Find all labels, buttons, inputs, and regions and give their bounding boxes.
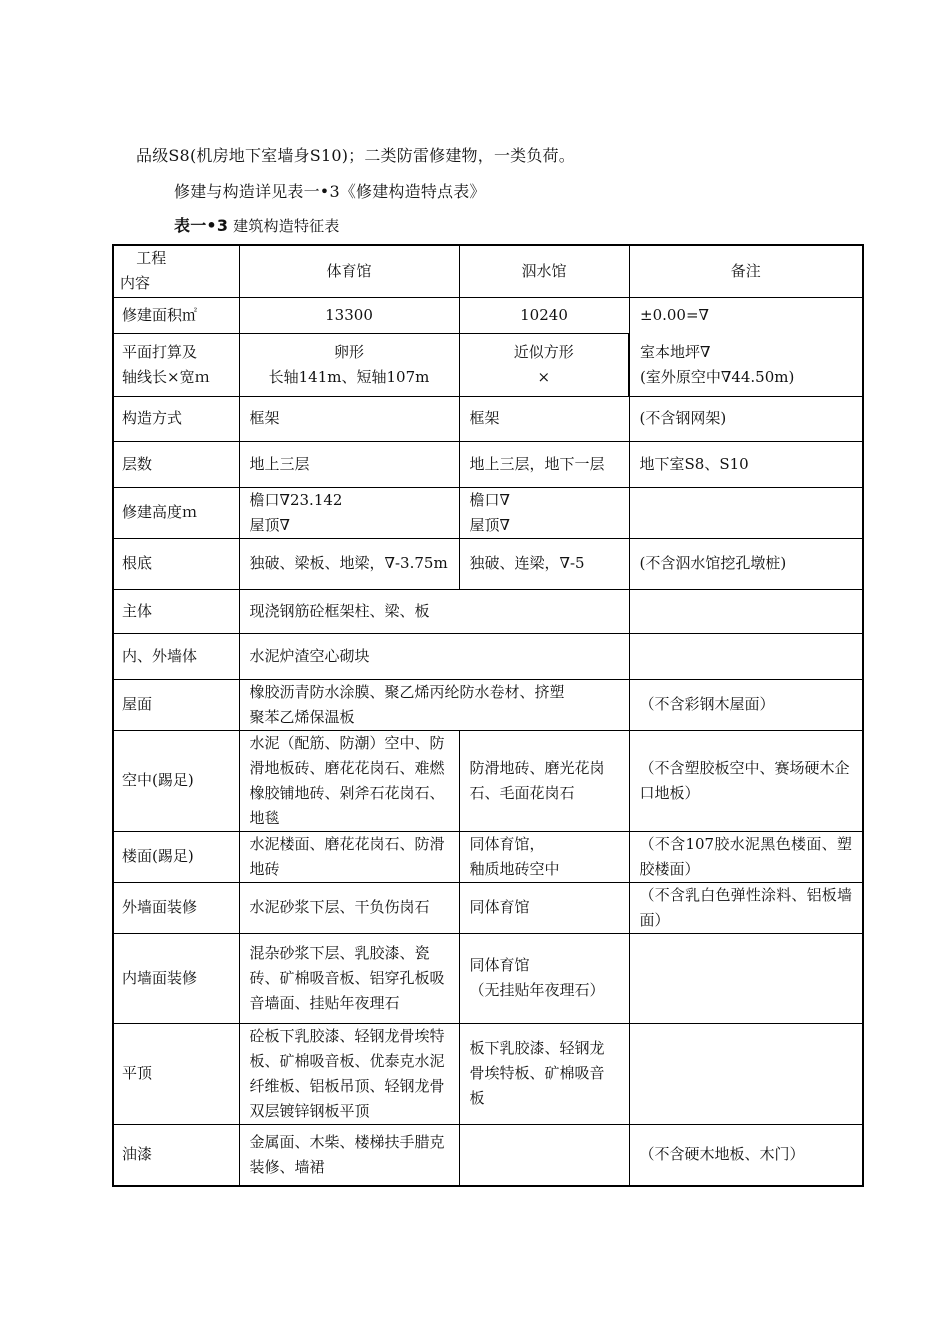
row-label: 空中(踢足) xyxy=(113,730,239,831)
pool-cell xyxy=(459,333,629,396)
pool-cell-line: 屋顶∇ xyxy=(469,515,510,534)
table-row xyxy=(113,633,863,679)
row-label: 平顶 xyxy=(113,1023,239,1124)
table-row xyxy=(113,589,863,633)
pool-cell-line: 檐口∇ xyxy=(469,490,510,509)
pool-cell: 框架 xyxy=(459,396,629,441)
intro-line-2: 修建与构造详见表一•3《修建构造特点表》 xyxy=(174,182,486,201)
row-label: 内墙面装修 xyxy=(113,933,239,1023)
gym-cell: 独破、梁板、地梁，∇-3.75m xyxy=(239,538,459,589)
row-label-line: 平面打算及 xyxy=(122,342,198,361)
remark-cell: （不含塑胶板空中、赛场硬木企口地板） xyxy=(629,730,863,831)
pool-cell-line: 同体育馆， xyxy=(469,834,545,853)
remark-merged-cell xyxy=(629,297,863,396)
shared-cell: 现浇钢筋砼框架柱、梁、板 xyxy=(239,589,629,633)
remark-cell: （不含彩钢木屋面） xyxy=(629,679,863,730)
pool-cell xyxy=(459,1124,629,1186)
pool-cell xyxy=(459,487,629,538)
row-label: 层数 xyxy=(113,441,239,487)
pool-cell-line: （无挂贴年夜理石） xyxy=(469,981,605,999)
remark-indoor-floor: 室本地坪∇ xyxy=(640,342,711,361)
header-natatorium: 泅水馆 xyxy=(459,245,629,297)
gym-cell: 水泥楼面、磨花花岗石、防滑地砖 xyxy=(239,831,459,882)
gym-cell: 砼板下乳胶漆、轻钢龙骨埃特板、矿棉吸音板、优泰克水泥纤维板、铝板吊顶、轻钢龙骨双层镀锌钢板平顶 xyxy=(239,1023,459,1124)
remark-cell: （不含乳白色弹性涂料、铝板墙面） xyxy=(629,882,863,933)
remark-cell: （不含硬木地板、木门） xyxy=(629,1124,863,1186)
table-header-row xyxy=(113,245,863,297)
row-label: 构造方式 xyxy=(113,396,239,441)
gym-cell-line: 屋顶∇ xyxy=(249,515,290,534)
pool-cell-line: × xyxy=(537,367,551,386)
row-label: 修建高度ｍ xyxy=(113,487,239,538)
pool-cell: 10240 xyxy=(459,297,629,333)
table-caption-title: 建筑构造特征表 xyxy=(233,217,340,235)
table-row xyxy=(113,933,863,1023)
remark-outdoor-ground: (室外原空中∇44.50m) xyxy=(640,367,795,386)
gym-cell: 13300 xyxy=(239,297,459,333)
row-label-line: 轴线长×宽ｍ xyxy=(122,367,210,386)
gym-cell-line: 长轴141m、短轴107m xyxy=(268,367,430,386)
gym-cell: 地上三层 xyxy=(239,441,459,487)
remark-cell xyxy=(629,589,863,633)
remark-cell: (不含泅水馆挖孔墩桩) xyxy=(629,538,863,589)
remark-cell: （不含107胶水泥黑色楼面、塑胶楼面） xyxy=(629,831,863,882)
pool-cell: 独破、连梁，∇-5 xyxy=(459,538,629,589)
pool-cell-line: 同体育馆 xyxy=(469,956,530,974)
row-label xyxy=(113,333,239,396)
row-label: 外墙面装修 xyxy=(113,882,239,933)
table-row xyxy=(113,538,863,589)
gym-cell: 框架 xyxy=(239,396,459,441)
gym-cell: 金属面、木柴、楼梯扶手腊克装修、墙裙 xyxy=(239,1124,459,1186)
table-row xyxy=(113,487,863,538)
table-row xyxy=(113,1124,863,1186)
pool-cell-line: 釉质地砖空中 xyxy=(469,859,560,878)
remark-zero-elevation: ±0.00=∇ xyxy=(640,305,710,324)
gym-cell: 水泥（配筋、防潮）空中、防滑地板砖、磨花花岗石、难燃橡胶铺地砖、剁斧石花岗石、地毯 xyxy=(239,730,459,831)
row-label: 根底 xyxy=(113,538,239,589)
header-corner-cell xyxy=(113,245,239,297)
gym-cell xyxy=(239,487,459,538)
gym-cell-line: 檐口∇23.142 xyxy=(249,490,343,509)
building-structure-table xyxy=(112,244,864,1187)
pool-cell xyxy=(459,831,629,882)
table-row xyxy=(113,396,863,441)
row-label: 屋面 xyxy=(113,679,239,730)
shared-cell: 水泥炉渣空心砌块 xyxy=(239,633,629,679)
table-row xyxy=(113,831,863,882)
intro-line-1: 品级S8(机房地下室墙身S10)；二类防雷修建物，一类负荷。 xyxy=(136,146,575,165)
row-label: 油漆 xyxy=(113,1124,239,1186)
table-row xyxy=(113,297,863,333)
row-label: 内、外墙体 xyxy=(113,633,239,679)
pool-cell: 地上三层，地下一层 xyxy=(459,441,629,487)
table-caption xyxy=(174,213,340,236)
row-label: 主体 xyxy=(113,589,239,633)
table-row xyxy=(113,730,863,831)
table-row xyxy=(113,441,863,487)
pool-cell: 防滑地砖、磨光花岗石、毛面花岗石 xyxy=(459,730,629,831)
gym-cell xyxy=(239,333,459,396)
header-remarks: 备注 xyxy=(629,245,863,297)
table-row xyxy=(113,679,863,730)
header-corner-top: 工程 xyxy=(136,249,167,268)
remark-cell xyxy=(629,633,863,679)
remark-cell xyxy=(629,1023,863,1124)
remark-cell: 地下室S8、S10 xyxy=(629,441,863,487)
pool-cell: 同体育馆 xyxy=(459,882,629,933)
header-corner-bottom: 内容 xyxy=(120,274,151,293)
table-row xyxy=(113,1023,863,1124)
remark-cell xyxy=(629,933,863,1023)
pool-cell xyxy=(459,933,629,1023)
remark-cell xyxy=(629,487,863,538)
gym-cell: 水泥砂浆下层、干负伤岗石 xyxy=(239,882,459,933)
gym-cell: 混杂砂浆下层、乳胶漆、瓷砖、矿棉吸音板、铝穿孔板吸音墙面、挂贴年夜理石 xyxy=(239,933,459,1023)
pool-cell: 板下乳胶漆、轻钢龙骨埃特板、矿棉吸音板 xyxy=(459,1023,629,1124)
remark-cell: (不含钢网架) xyxy=(629,396,863,441)
header-gymnasium: 体育馆 xyxy=(239,245,459,297)
shared-cell: 橡胶沥青防水涂膜、聚乙烯丙纶防水卷材、挤塑聚苯乙烯保温板 xyxy=(239,679,629,730)
table-caption-number: 表一•3 xyxy=(174,216,229,235)
row-label: 修建面积㎡ xyxy=(113,297,239,333)
pool-cell-line: 近似方形 xyxy=(513,342,574,361)
table-row xyxy=(113,882,863,933)
row-label: 楼面(踢足) xyxy=(113,831,239,882)
gym-cell-line: 卵形 xyxy=(333,342,364,361)
